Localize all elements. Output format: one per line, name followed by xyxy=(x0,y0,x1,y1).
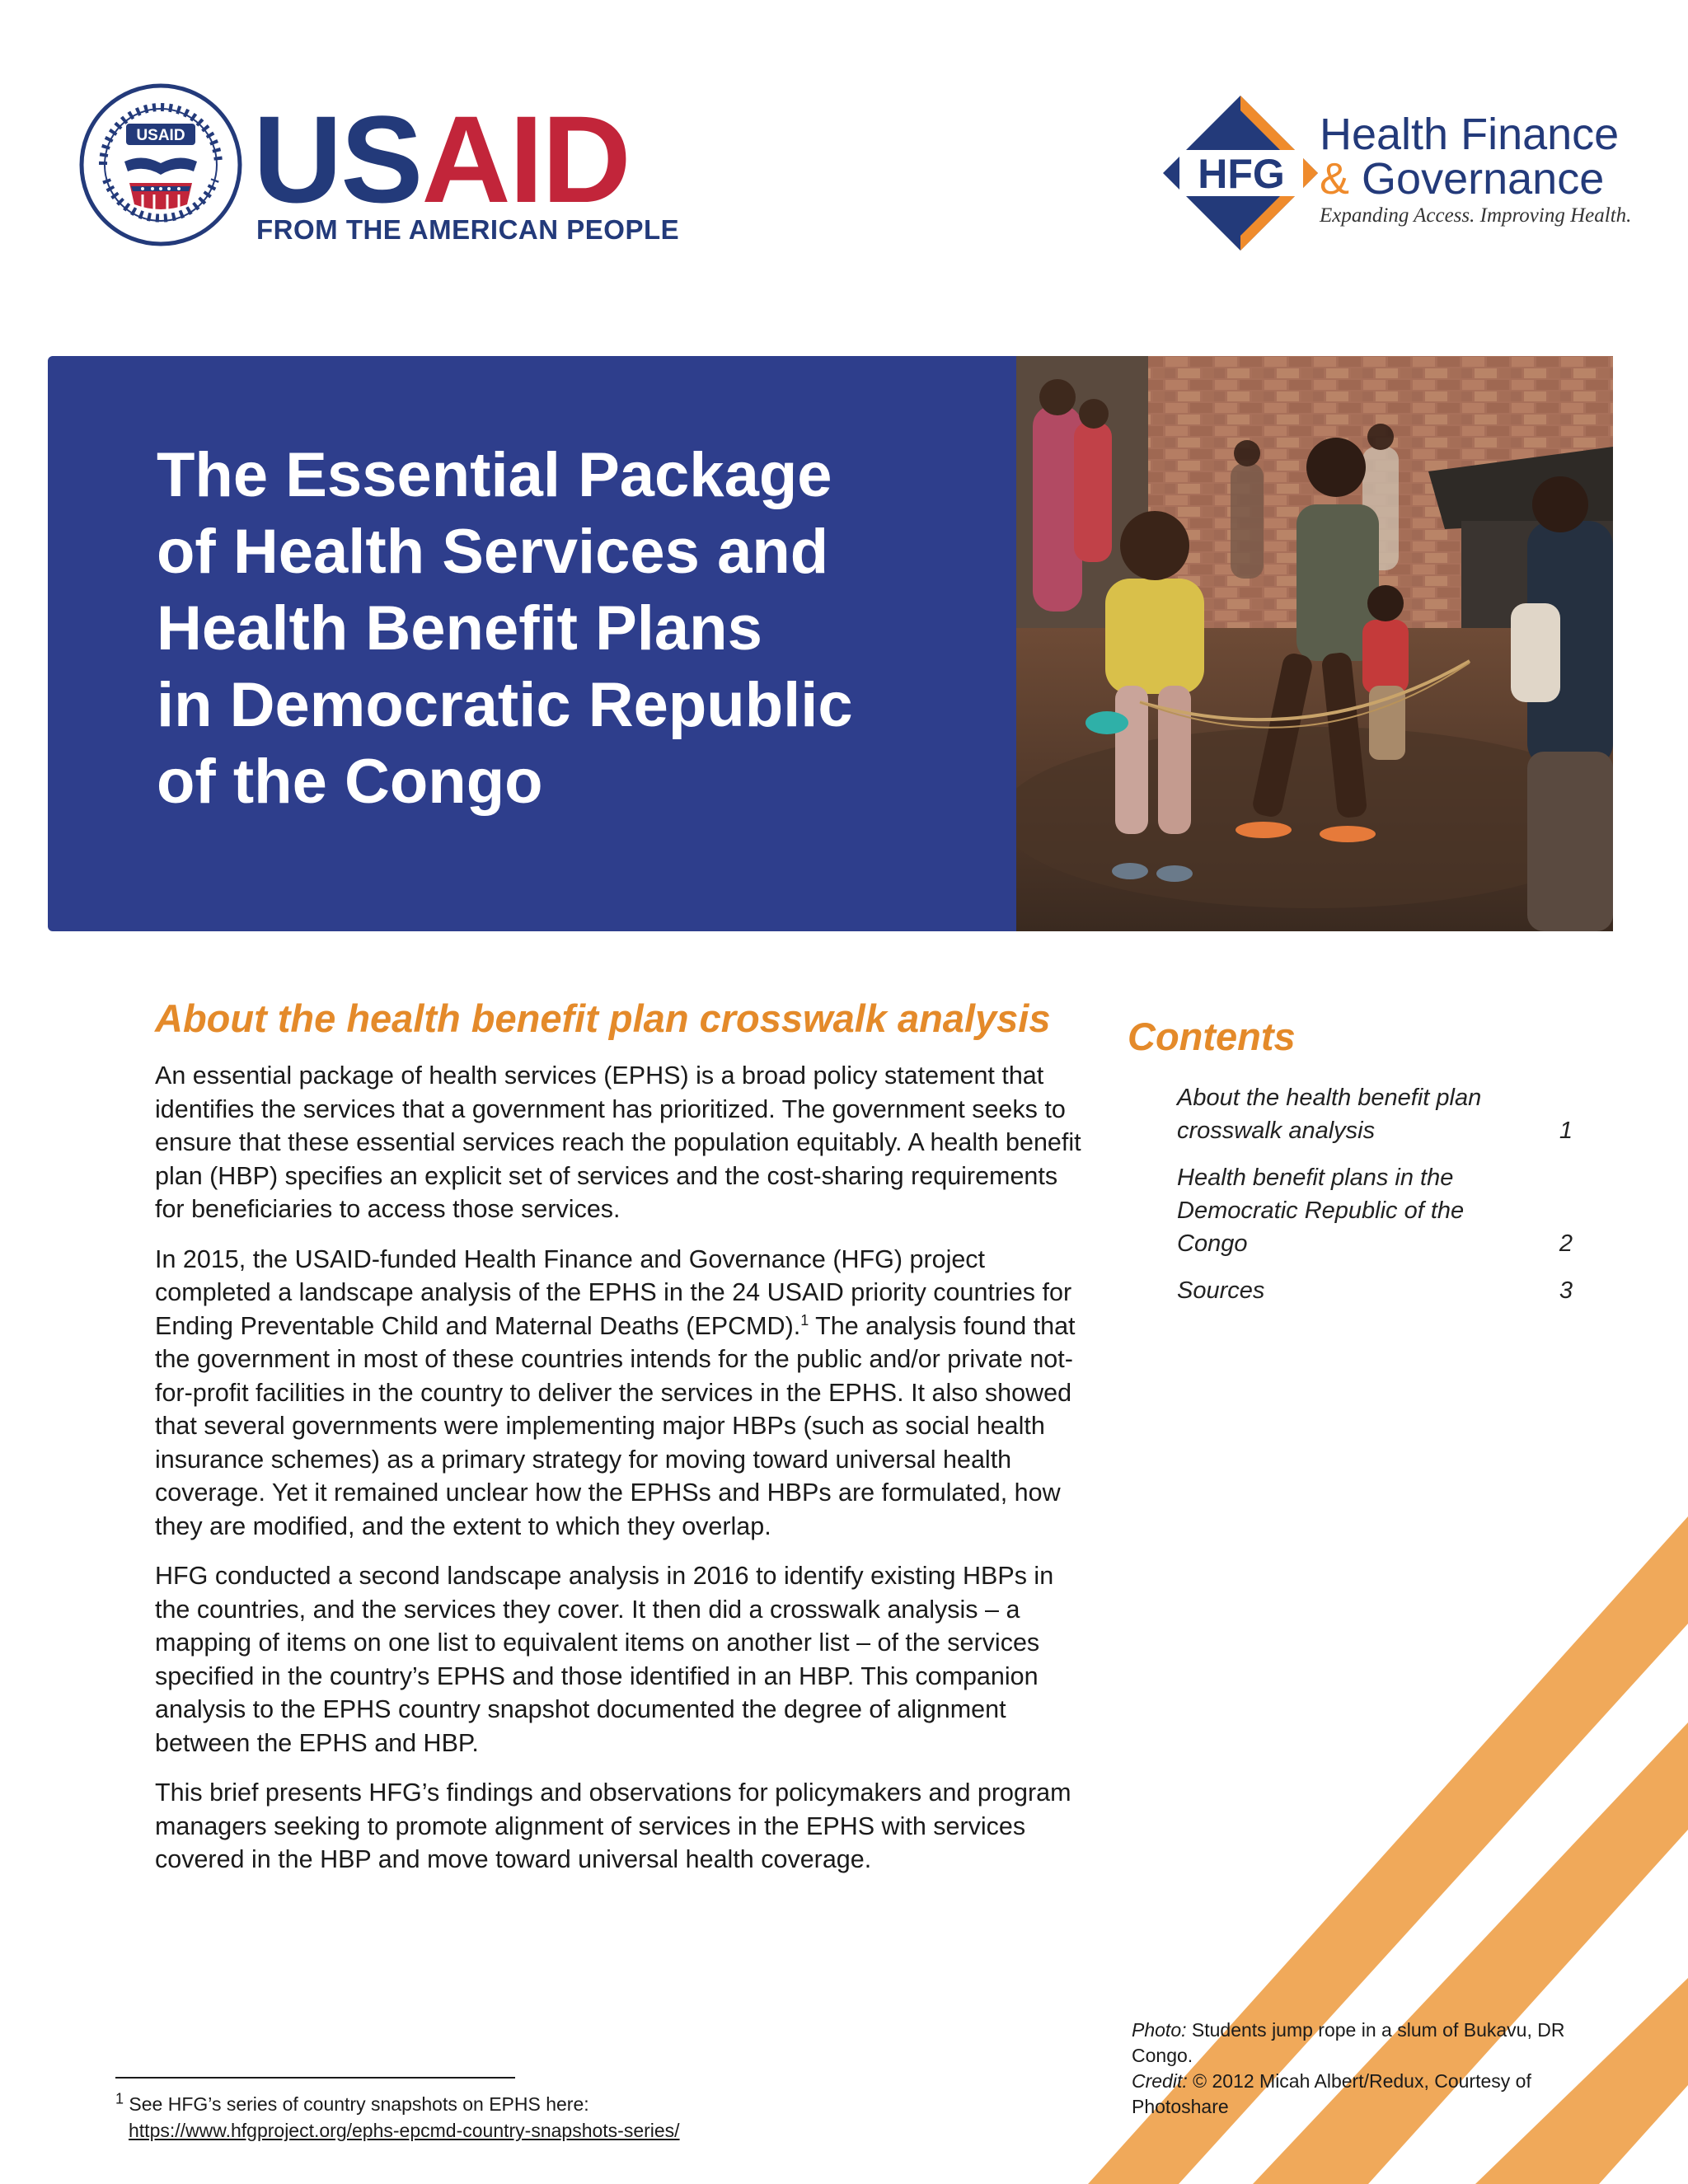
toc-item-label: About the health benefit plan crosswalk analysis xyxy=(1177,1085,1482,1144)
footnote-ref[interactable]: 1 xyxy=(800,1311,809,1329)
toc-item[interactable] xyxy=(1177,1274,1573,1307)
usaid-logo xyxy=(78,82,680,260)
hfg-logo xyxy=(1158,91,1632,255)
footnote: $^1$ See HFG’s series of country snapshots on EPHS here: https://www.hfgproject.org/ephs-epcmd-country-snapshots-series/ xyxy=(115,2091,857,2144)
photo-caption: Photo: Students jump rope in a slum of Bukavu, DR Congo. Credit: © 2012 Micah Albert/Redux, Courtesy of Photoshare xyxy=(1132,2019,1565,2117)
about-body xyxy=(155,1059,1082,1893)
toc-item-page: 1 xyxy=(1559,1118,1573,1144)
svg-text:USAID: USAID xyxy=(136,127,185,144)
toc-item[interactable] xyxy=(1177,1161,1573,1260)
toc-item-label: Sources xyxy=(1177,1277,1265,1304)
title-line: The Essential Package xyxy=(157,440,832,510)
usaid-tagline: FROM THE AMERICAN PEOPLE xyxy=(256,214,680,245)
hfg-diamond-icon xyxy=(1158,91,1323,255)
paragraph: HFG conducted a second landscape analysis in 2016 to identify existing HBPs in the countries, and the services they cover. It then did a crosswalk analysis – a mapping of items on one list to equivalent items on another list – of the services specified in the country’s EPHS and those identified in an HBP. This companion analysis to the EPHS country snapshot documented the degree of alignment between the EPHS and HBP. xyxy=(155,1562,1054,1757)
toc-item[interactable] xyxy=(1177,1081,1573,1147)
section-heading-about: About the health benefit plan crosswalk analysis xyxy=(155,996,1051,1040)
title-line: Health Benefit Plans xyxy=(157,593,762,663)
toc-item-label: Health benefit plans in the Democratic Republic of the Congo xyxy=(1177,1165,1465,1257)
usaid-wordmark: USAID xyxy=(253,90,630,228)
table-of-contents xyxy=(1177,1081,1573,1321)
title-line: in Democratic Republic xyxy=(157,670,853,740)
hfg-name-line2: & Governance xyxy=(1320,154,1605,204)
paragraph: This brief presents HFG’s findings and observations for policymakers and program managers seeking to promote alignment of services in the EPHS with services covered in the HBP and move toward universal health coverage. xyxy=(155,1779,1071,1873)
paragraph: An essential package of health services (EPHS) is a broad policy statement that identifies the services that a government has prioritized. The government seeks to ensure that these essential services reach the population equitably. A health benefit plan (HBP) specifies an explicit set of services and the cost-sharing requirements for beneficiaries to access those services. xyxy=(155,1062,1081,1223)
toc-item-page: 2 xyxy=(1559,1230,1573,1257)
hfg-name-line1: Health Finance xyxy=(1320,110,1620,159)
page-title xyxy=(157,437,964,820)
svg-text:HFG: HFG xyxy=(1198,151,1285,197)
title-line: of Health Services and xyxy=(157,517,829,587)
paragraph: In 2015, the USAID-funded Health Finance and Governance (HFG) project completed a landscape analysis of the EPHS in the 24 USAID priority countries for Ending Preventable Child and Maternal Deaths (EPCMD).$^1$ The analysis found that the government in most of these countries intends for the public and/or private not-for-profit facilities in the country to deliver the services in the EPHS. It also showed that several governments were implementing major HBPs (such as social health insurance schemes) as a primary strategy for moving toward universal health coverage. Yet it remained unclear how the EPHSs and HBPs are formulated, how they are modified, and the extent to which they overlap. xyxy=(155,1244,1076,1540)
toc-item-page: 3 xyxy=(1559,1277,1573,1304)
footnote-link[interactable]: https://www.hfgproject.org/ephs-epcmd-country-snapshots-series/ xyxy=(129,2120,680,2141)
hero-photo xyxy=(1016,356,1613,931)
hfg-slogan: Expanding Access. Improving Health. xyxy=(1320,204,1632,227)
footnote-divider xyxy=(115,2077,515,2079)
title-line: of the Congo xyxy=(157,747,543,817)
usaid-seal-icon xyxy=(78,82,243,247)
contents-heading: Contents xyxy=(1128,1015,1296,1058)
